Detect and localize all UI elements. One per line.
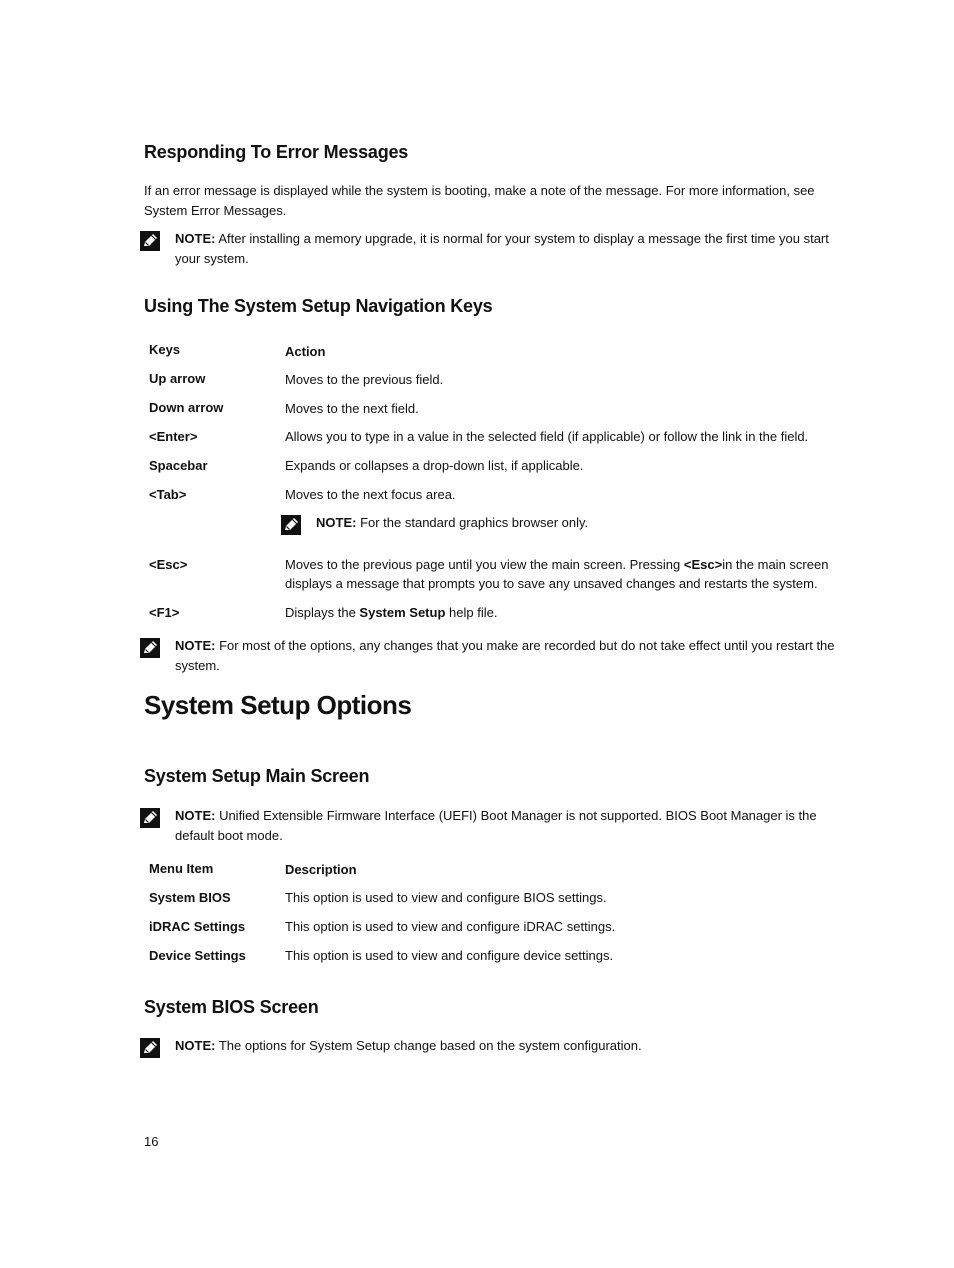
body-line: System Error Messages. [144,203,287,218]
action-text: Moves to the previous page until you view the main screen. Pressing [285,557,684,572]
note-system-config [175,1036,642,1056]
note-label: NOTE: [175,638,216,653]
table-header-menu-item: Menu Item [149,861,214,876]
action-text: in the main screen [722,557,829,572]
pencil-note-icon [281,515,301,535]
note-text: After installing a memory upgrade, it is normal for your system to display a message the first time you start [215,231,829,246]
table-row-action: Moves to the next field. [285,401,419,416]
note-text: The options for System Setup change based on the system configuration. [215,1038,642,1053]
table-row-action: Moves to the next focus area. [285,487,456,502]
note-graphics-browser [316,513,588,533]
table-row-action: Moves to the previous field. [285,372,444,387]
table-row-action [285,603,845,622]
table-row-key: <Esc> [149,557,188,572]
note-text: For most of the options, any changes that you make are recorded but do not take effect until you restart the [215,638,835,653]
table-row-item: iDRAC Settings [149,919,246,934]
action-key: <Esc> [683,557,723,572]
table-row-desc: This option is used to view and configure BIOS settings. [285,890,607,905]
table-row-action [285,555,845,593]
table-header-action: Action [285,344,326,359]
table-row-desc: This option is used to view and configure iDRAC settings. [285,919,616,934]
action-text: Displays the [285,605,360,620]
note-text: default boot mode. [175,828,283,843]
heading-navigation-keys: Using The System Setup Navigation Keys [144,296,493,316]
table-row-item: System BIOS [149,890,231,905]
error-messages-body [144,181,844,221]
pencil-note-icon [140,808,160,828]
page-number: 16 [144,1134,159,1149]
table-row-key: <Enter> [149,429,198,444]
note-label: NOTE: [175,808,216,823]
heading-error-messages: Responding To Error Messages [144,142,409,162]
table-row-key: Spacebar [149,458,208,473]
pencil-note-icon [140,638,160,658]
action-key: System Setup [359,605,446,620]
action-text: displays a message that prompts you to save any unsaved changes and restarts the system. [285,576,818,591]
heading-system-setup-options: System Setup Options [144,690,412,720]
table-row-action: Allows you to type in a value in the selected field (if applicable) or follow the link in the field. [285,429,809,444]
table-header-keys: Keys [149,342,181,357]
pencil-note-icon [140,1038,160,1058]
table-row-key: Up arrow [149,371,206,386]
table-row-action: Expands or collapses a drop-down list, if applicable. [285,458,584,473]
table-row-key: <F1> [149,605,180,620]
table-row-item: Device Settings [149,948,246,963]
note-label: NOTE: [175,231,216,246]
heading-bios-screen: System BIOS Screen [144,997,319,1017]
note-text: For the standard graphics browser only. [356,515,589,530]
table-row-desc: This option is used to view and configure device settings. [285,948,614,963]
heading-main-screen: System Setup Main Screen [144,766,370,786]
pencil-note-icon [140,231,160,251]
table-row-key: Down arrow [149,400,224,415]
note-text: system. [175,658,220,673]
note-changes-restart [175,636,845,676]
note-text: Unified Extensible Firmware Interface (UEFI) Boot Manager is not supported. BIOS Boot Manager is the [215,808,817,823]
note-memory-upgrade [175,229,845,269]
note-label: NOTE: [175,1038,216,1053]
action-text: help file. [445,605,498,620]
table-row-key: <Tab> [149,487,187,502]
note-text: your system. [175,251,249,266]
body-line: If an error message is displayed while the system is booting, make a note of the message. For more information, see [144,183,815,198]
note-label: NOTE: [316,515,357,530]
note-uefi [175,806,845,846]
table-header-description: Description [285,862,357,877]
